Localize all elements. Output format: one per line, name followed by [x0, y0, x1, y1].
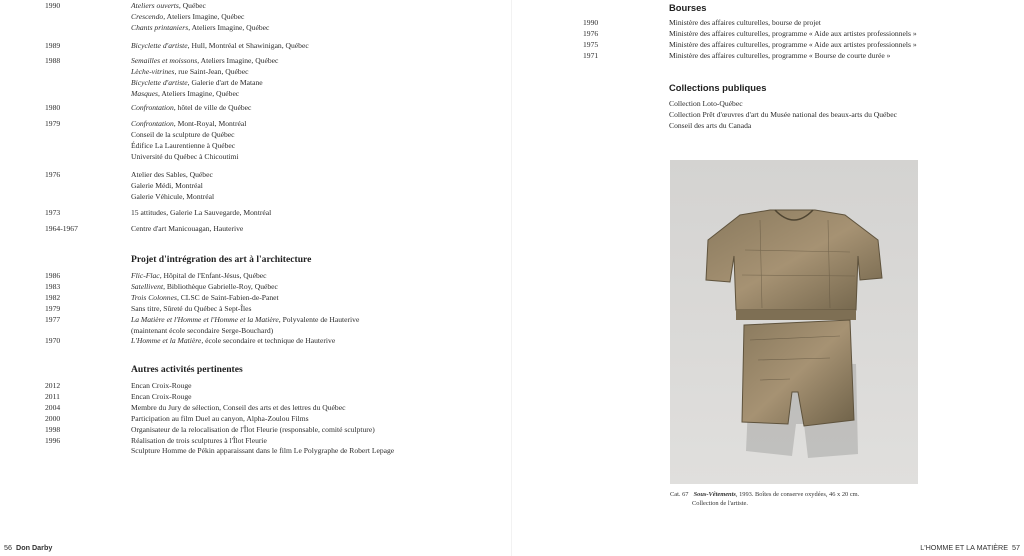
bourse-year: 1976 — [583, 28, 599, 38]
bourse-text: Ministère des affaires culturelles, programme « Bourse de courte durée » — [669, 50, 891, 60]
artist-name: Don Darby — [16, 543, 53, 552]
exhibition-entry — [131, 41, 501, 52]
exhibition-title: Masques — [131, 88, 158, 98]
integration-entry — [131, 315, 501, 326]
exhibition-entry — [131, 152, 501, 163]
exhibition-entry — [131, 208, 501, 219]
integration-title: Flic-Flac — [131, 271, 160, 280]
activity-text: Encan Croix-Rouge — [131, 381, 192, 390]
exhibition-year: 1979 — [45, 119, 61, 128]
exhibition-entry — [131, 130, 501, 141]
activity-year: 2000 — [45, 413, 61, 423]
exhibition-entry — [131, 12, 501, 23]
exhibition-title: Crescendo — [131, 11, 164, 21]
activity-text: Participation au film Duel au canyon, Alpha-Zoulou Films — [131, 413, 309, 423]
bourse-text: Ministère des affaires culturelles, programme « Aide aux artistes professionnels » — [669, 28, 917, 38]
exhibition-title: Semailles et moissons — [131, 56, 198, 65]
exhibition-title: Confrontation — [131, 119, 174, 128]
activity-year: 1998 — [45, 424, 61, 434]
right-footer — [920, 543, 1020, 552]
integration-year: 1986 — [45, 271, 61, 280]
integration-place: , école secondaire et technique de Hauterive — [201, 336, 336, 346]
integration-place: , Bibliothèque Gabrielle-Roy, Québec — [163, 281, 278, 291]
bourse-text: Ministère des affaires culturelles, bourse de projet — [669, 18, 821, 27]
exhibition-title: Chants printaniers — [131, 22, 189, 32]
left-footer — [4, 543, 52, 552]
other-activities-heading: Autres activités pertinentes — [131, 364, 243, 375]
collection-item: Collection Loto-Québec — [669, 99, 743, 108]
exhibition-title: Confrontation — [131, 103, 174, 112]
integration-year: 1970 — [45, 336, 61, 346]
exhibition-entry — [131, 23, 501, 34]
exhibition-venue: , Ateliers Imagine, Québec — [158, 88, 240, 98]
bourse-year: 1990 — [583, 18, 599, 27]
integration-title: L'Homme et la Matière — [131, 336, 202, 346]
exhibition-entry — [131, 1, 501, 12]
integration-year: 1979 — [45, 303, 61, 313]
integration-year: 1983 — [45, 281, 61, 291]
exhibition-venue: Galerie Véhicule, Montréal — [131, 191, 215, 201]
collection-item: Collection Prêt d'œuvres d'art du Musée national des beaux-arts du Québec — [669, 109, 897, 119]
integration-place: , CLSC de Saint-Fabien-de-Panet — [176, 292, 279, 302]
exhibition-title: Bicyclette d'artiste — [131, 77, 188, 87]
exhibition-year: 1990 — [45, 1, 61, 10]
exhibition-venue: , Québec — [178, 1, 206, 10]
exhibition-entry — [131, 224, 501, 235]
exhibition-venue: , rue Saint-Jean, Québec — [174, 66, 249, 76]
activity-year: 2011 — [45, 391, 60, 401]
integration-year: 1977 — [45, 314, 61, 324]
collections-heading: Collections publiques — [669, 82, 767, 93]
exhibition-entry — [131, 192, 501, 203]
exhibition-year: 1989 — [45, 41, 61, 50]
exhibition-entry — [131, 67, 501, 78]
exhibition-entry — [131, 141, 501, 152]
exhibition-year: 1964-1967 — [45, 224, 78, 233]
exhibition-entry — [131, 56, 501, 67]
artwork-photo — [670, 160, 918, 484]
exhibition-venue: Université du Québec à Chicoutimi — [131, 151, 239, 161]
right-page — [512, 0, 1024, 556]
exhibition-entry — [131, 103, 501, 114]
bourse-year: 1971 — [583, 50, 599, 60]
running-title: L'HOMME ET LA MATIÈRE — [920, 543, 1008, 552]
page-number-right: 57 — [1012, 543, 1020, 552]
integration-place: (maintenant école secondaire Serge-Bouchard) — [131, 325, 274, 335]
exhibition-venue: , hôtel de ville de Québec — [173, 103, 252, 112]
integration-title: Trois Colonnes — [131, 292, 177, 302]
integration-place: , Polyvalente de Hauterive — [278, 314, 360, 324]
exhibition-year: 1976 — [45, 170, 61, 179]
integration-entry — [131, 282, 501, 293]
activity-text: Encan Croix-Rouge — [131, 391, 192, 401]
exhibition-year: 1973 — [45, 208, 61, 217]
artwork-credit: Collection de l'artiste. — [692, 500, 748, 507]
exhibition-venue: , Mont-Royal, Montréal — [173, 119, 247, 128]
exhibition-venue: Édifice La Laurentienne à Québec — [131, 140, 236, 150]
bourse-year: 1975 — [583, 39, 599, 49]
integration-entry — [131, 304, 501, 315]
catalogue-number: Cat. 67 — [670, 491, 689, 498]
collection-item: Conseil des arts du Canada — [669, 120, 752, 130]
exhibition-venue: , Ateliers Imagine, Québec — [188, 22, 270, 32]
integration-year: 1982 — [45, 292, 61, 302]
artwork-title: Sous-Vêtements — [693, 491, 736, 498]
exhibition-entry — [131, 170, 501, 181]
integration-place: Sans titre, Sûreté du Québec à Sept-Îles — [131, 303, 252, 313]
page-number-left: 56 — [4, 543, 12, 552]
integration-entry — [131, 271, 501, 282]
activity-text: Réalisation de trois sculptures à l'Îlot Fleurie — [131, 435, 267, 445]
integration-entry — [131, 336, 501, 347]
exhibition-venue: Conseil de la sculpture de Québec — [131, 129, 235, 139]
exhibition-title: Bicyclette d'artiste — [131, 41, 188, 50]
exhibition-year: 1980 — [45, 103, 61, 112]
exhibition-venue: 15 attitudes, Galerie La Sauvegarde, Montréal — [131, 208, 272, 217]
artwork-details: , 1993. Boîtes de conserve oxydées, 46 x 20 cm. — [735, 491, 860, 498]
bourse-text: Ministère des affaires culturelles, programme « Aide aux artistes professionnels » — [669, 39, 917, 49]
activity-year: 1996 — [45, 435, 61, 445]
integration-title: La Matière et l'Homme et l'Homme et la Matière — [131, 314, 279, 324]
exhibition-venue: Galerie Médi, Montréal — [131, 180, 203, 190]
artwork-caption — [670, 490, 970, 508]
exhibition-title: Lèche-vitrines — [131, 66, 175, 76]
exhibition-venue: , Hull, Montréal et Shawinigan, Québec — [187, 41, 309, 50]
exhibition-venue: , Ateliers Imagine, Québec — [163, 11, 245, 21]
bourses-heading: Bourses — [669, 2, 707, 13]
exhibition-title: Ateliers ouverts — [131, 1, 179, 10]
integration-entry — [131, 293, 501, 304]
sous-vetements-sculpture-image — [670, 160, 918, 484]
activity-text: Membre du Jury de sélection, Conseil des arts et des lettres du Québec — [131, 402, 346, 412]
integration-heading: Projet d'intrégration des art à l'architecture — [131, 254, 312, 265]
exhibition-entry — [131, 89, 501, 100]
activity-text: Sculpture Homme de Pékin apparaissant dans le film Le Polygraphe de Robert Lepage — [131, 446, 395, 456]
integration-place: , Hôpital de l'Enfant-Jésus, Québec — [159, 271, 267, 280]
exhibition-venue: , Galerie d'art de Matane — [187, 77, 263, 87]
exhibition-venue: Centre d'art Manicouagan, Hauterive — [131, 224, 244, 233]
exhibition-venue: Atelier des Sables, Québec — [131, 170, 213, 179]
exhibition-venue: , Ateliers Imagine, Québec — [197, 56, 279, 65]
integration-title: Satellivent — [131, 281, 164, 291]
exhibition-entry — [131, 119, 501, 130]
integration-entry — [131, 326, 501, 337]
exhibition-entry — [131, 78, 501, 89]
activity-year: 2012 — [45, 381, 61, 390]
exhibition-entry — [131, 181, 501, 192]
exhibition-year: 1988 — [45, 56, 61, 65]
activity-year: 2004 — [45, 402, 61, 412]
activity-text: Organisateur de la relocalisation de l'Îlot Fleurie (responsable, comité sculpture) — [131, 424, 375, 434]
